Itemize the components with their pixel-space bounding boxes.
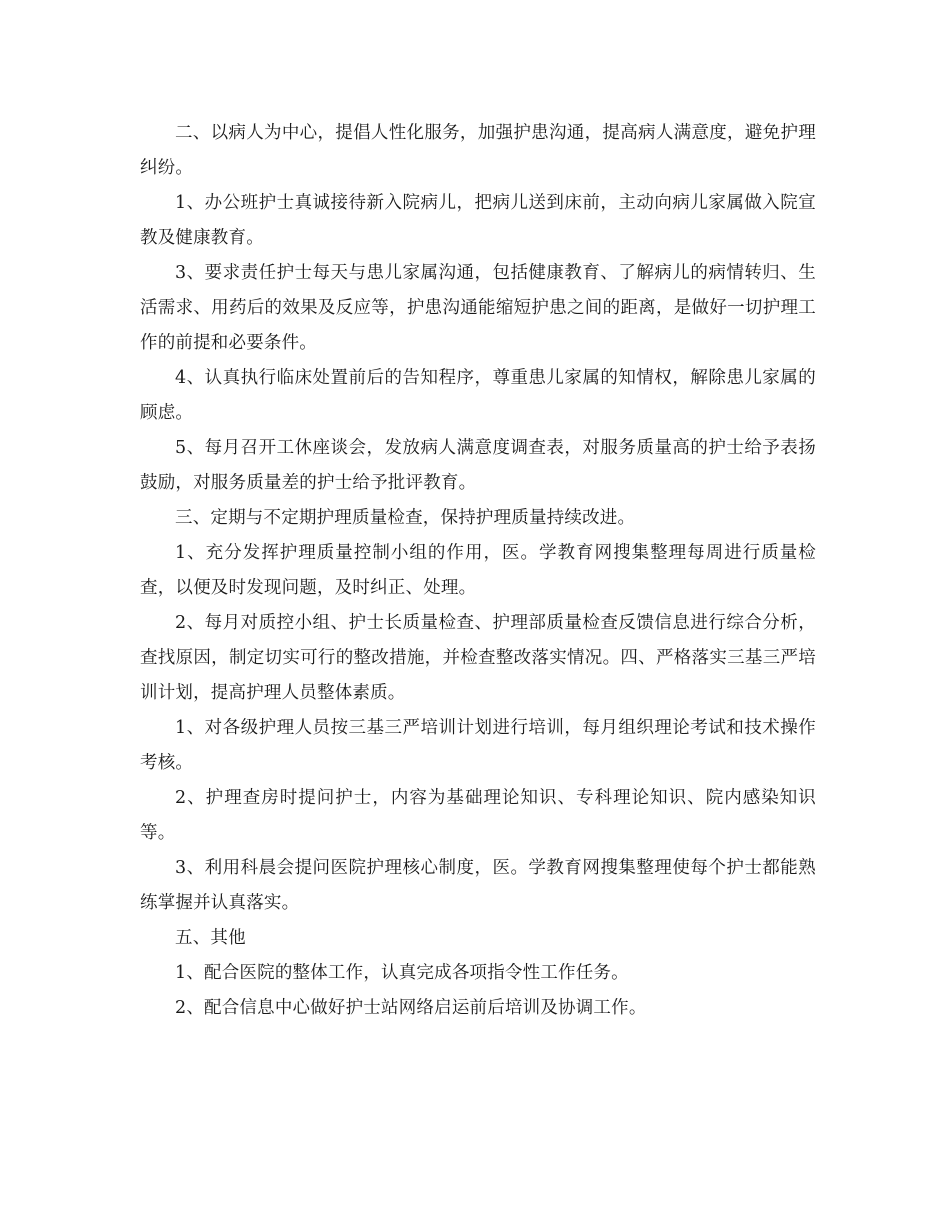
paragraph-section-three-heading: 三、定期与不定期护理质量检查，保持护理质量持续改进。 (175, 508, 636, 528)
paragraph: 3、要求责任护士每天与患儿家属沟通，包括健康教育、了解病儿的病情转归、生活需求、用药后的效果及反应等，护患沟通能缩短护患之间的距离，是做好一切护理工作的前提和必要条件。 (140, 263, 816, 353)
paragraph: 2、护理查房时提问护士，内容为基础理论知识、专科理论知识、院内感染知识等。 (140, 788, 816, 843)
paragraph: 3、利用科晨会提问医院护理核心制度，医。学教育网搜集整理使每个护士都能熟练掌握并认真落实。 (140, 858, 816, 913)
paragraph: 1、配合医院的整体工作，认真完成各项指令性工作任务。 (175, 963, 629, 983)
paragraph-section-two-heading: 二、以病人为中心，提倡人性化服务，加强护患沟通，提高病人满意度，避免护理纠纷。 (140, 123, 816, 178)
paragraph: 1、对各级护理人员按三基三严培训计划进行培训，每月组织理论考试和技术操作考核。 (140, 718, 816, 773)
paragraph: 2、每月对质控小组、护士长质量检查、护理部质量检查反馈信息进行综合分析，查找原因，制定切实可行的整改措施，并检查整改落实情况。四、严格落实三基三严培训计划，提高护理人员整体素质。 (140, 613, 816, 703)
document-body (140, 116, 816, 1026)
paragraph: 1、办公班护士真诚接待新入院病儿，把病儿送到床前，主动向病儿家属做入院宣教及健康教育。 (140, 193, 816, 248)
paragraph: 2、配合信息中心做好护士站网络启运前后培训及协调工作。 (175, 998, 647, 1018)
paragraph: 1、充分发挥护理质量控制小组的作用，医。学教育网搜集整理每周进行质量检查，以便及时发现问题，及时纠正、处理。 (140, 543, 816, 598)
paragraph: 4、认真执行临床处置前后的告知程序，尊重患儿家属的知情权，解除患儿家属的顾虑。 (140, 368, 816, 423)
paragraph-section-five-heading: 五、其他 (175, 928, 246, 948)
paragraph: 5、每月召开工休座谈会，发放病人满意度调查表，对服务质量高的护士给予表扬鼓励，对服务质量差的护士给予批评教育。 (140, 438, 816, 493)
